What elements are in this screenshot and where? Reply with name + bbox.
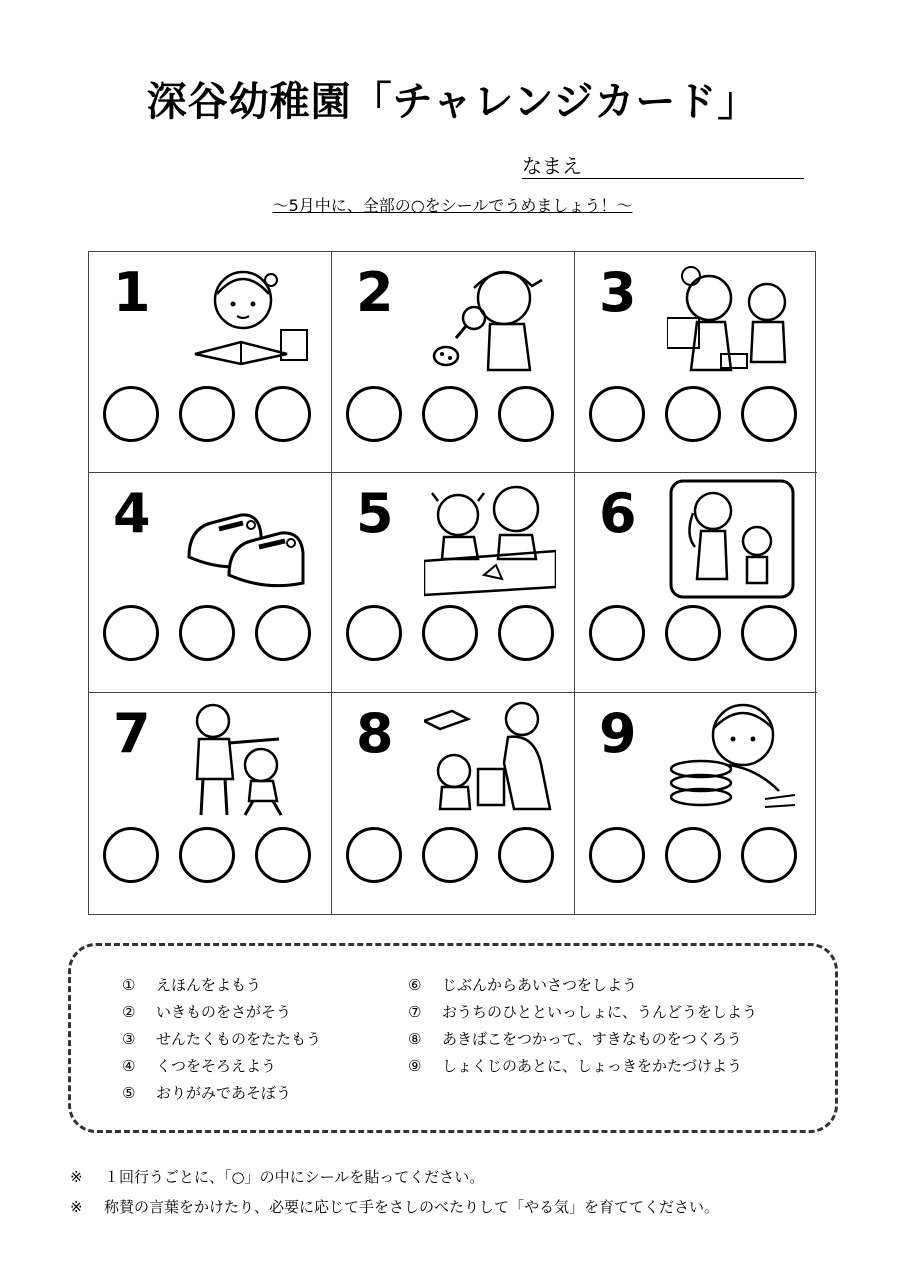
sticker-circle[interactable] <box>741 827 797 883</box>
challenge-cell-5 <box>332 473 575 693</box>
task-item <box>408 999 757 1026</box>
task-text: おうちのひとといっしょに、うんどうをしよう <box>442 1003 758 1021</box>
sticker-circle[interactable] <box>346 386 402 442</box>
challenge-grid <box>88 251 816 915</box>
sticker-circle[interactable] <box>103 386 159 442</box>
note-item <box>70 1192 719 1222</box>
note-mark: ※ <box>70 1198 83 1216</box>
task-number: ④ <box>122 1057 136 1075</box>
parent-and-child-crafting-icon <box>424 699 556 819</box>
task-number: ⑦ <box>408 1003 422 1021</box>
note-item <box>70 1162 719 1192</box>
sticker-circle[interactable] <box>665 386 721 442</box>
sticker-circle[interactable] <box>589 827 645 883</box>
sticker-circle[interactable] <box>741 386 797 442</box>
page-title: 深谷幼稚園「チャレンジカード」 <box>146 79 759 125</box>
sticker-circle[interactable] <box>255 386 311 442</box>
task-number: ③ <box>122 1030 136 1048</box>
children-doing-origami-icon <box>424 479 556 599</box>
subtitle-text: ～5月中に、全部の○をシールでうめましょう！～ <box>272 196 633 215</box>
task-text: おりがみであそぼう <box>156 1084 292 1102</box>
child-stacking-dishes-icon <box>667 699 799 819</box>
cell-number: 9 <box>599 702 637 765</box>
cell-number: 6 <box>599 482 637 545</box>
task-item <box>408 972 757 999</box>
task-text: えほんをよもう <box>156 976 262 994</box>
subtitle <box>0 193 905 216</box>
task-text: あきばこをつかって、すきなものをつくろう <box>442 1030 742 1048</box>
sticker-circle[interactable] <box>422 386 478 442</box>
sticker-circle[interactable] <box>255 605 311 661</box>
task-number: ⑨ <box>408 1057 422 1075</box>
cell-number: 3 <box>599 261 637 324</box>
cell-number: 7 <box>113 702 151 765</box>
sticker-circle[interactable] <box>589 386 645 442</box>
challenge-cell-6 <box>575 473 817 693</box>
task-text: せんたくものをたたもう <box>156 1030 322 1048</box>
sticker-circle[interactable] <box>179 827 235 883</box>
sticker-circle[interactable] <box>346 827 402 883</box>
note-text: １回行うごとに、「○」の中にシールを貼ってください。 <box>104 1168 485 1186</box>
boy-looking-at-ladybug-icon <box>424 258 556 378</box>
challenge-cell-9 <box>575 693 817 914</box>
children-folding-laundry-icon <box>667 258 799 378</box>
sticker-circle[interactable] <box>346 605 402 661</box>
name-field[interactable] <box>522 150 804 179</box>
task-number: ⑧ <box>408 1030 422 1048</box>
task-item <box>122 1053 321 1080</box>
task-item <box>408 1053 757 1080</box>
cell-number: 8 <box>356 702 394 765</box>
task-text: じぶんからあいさつをしよう <box>442 976 638 994</box>
sticker-circle[interactable] <box>103 827 159 883</box>
sticker-circle[interactable] <box>103 605 159 661</box>
task-list-left <box>122 972 321 1107</box>
task-text: しょくじのあとに、しょっきをかたづけよう <box>442 1057 743 1075</box>
girl-reading-book-icon <box>181 258 313 378</box>
cell-number: 4 <box>113 482 151 545</box>
challenge-cell-1 <box>89 252 332 473</box>
task-text: くつをそろえよう <box>156 1057 277 1075</box>
sticker-circle[interactable] <box>741 605 797 661</box>
cell-number: 5 <box>356 482 394 545</box>
sticker-circle[interactable] <box>498 386 554 442</box>
challenge-cell-8 <box>332 693 575 914</box>
task-number: ② <box>122 1003 136 1021</box>
sticker-circle[interactable] <box>665 605 721 661</box>
task-item <box>122 1026 321 1053</box>
task-item <box>122 972 321 999</box>
challenge-cell-4 <box>89 473 332 693</box>
pair-of-shoes-icon <box>181 479 313 599</box>
sticker-circle[interactable] <box>589 605 645 661</box>
task-number: ⑤ <box>122 1084 136 1102</box>
cell-number: 2 <box>356 261 394 324</box>
sticker-circle[interactable] <box>498 605 554 661</box>
challenge-cell-2 <box>332 252 575 473</box>
challenge-cell-7 <box>89 693 332 914</box>
name-label: なまえ <box>522 154 582 178</box>
sticker-circle[interactable] <box>179 386 235 442</box>
sticker-circle[interactable] <box>422 605 478 661</box>
task-text: いきものをさがそう <box>156 1003 292 1021</box>
task-item <box>122 1080 321 1107</box>
mother-and-child-greeting-icon <box>667 479 799 599</box>
task-number: ⑥ <box>408 976 422 994</box>
cell-number: 1 <box>113 261 151 324</box>
task-list-right <box>408 972 757 1080</box>
sticker-circle[interactable] <box>498 827 554 883</box>
task-item <box>408 1026 757 1053</box>
task-number: ① <box>122 976 136 994</box>
sticker-circle[interactable] <box>255 827 311 883</box>
sticker-circle[interactable] <box>422 827 478 883</box>
task-item <box>122 999 321 1026</box>
note-text: 称賛の言葉をかけたり、必要に応じて手をさしのべたりして「やる気」を育ててください。 <box>104 1198 720 1216</box>
sticker-circle[interactable] <box>665 827 721 883</box>
sticker-circle[interactable] <box>179 605 235 661</box>
father-and-child-exercising-icon <box>181 699 313 819</box>
notes <box>70 1162 719 1222</box>
note-mark: ※ <box>70 1168 83 1186</box>
challenge-cell-3 <box>575 252 817 473</box>
